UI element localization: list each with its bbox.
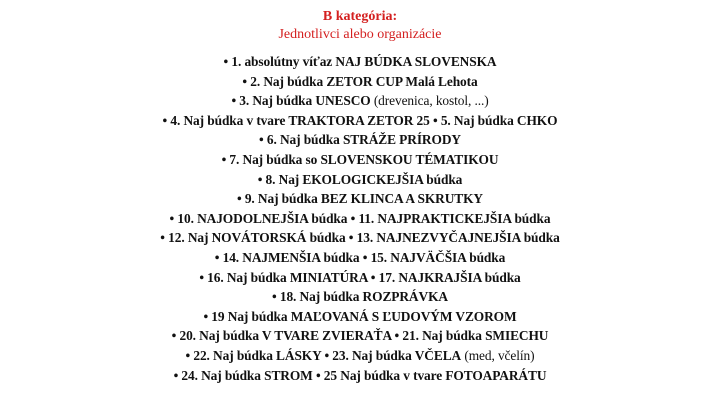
award-text: • 16. Naj búdka MINIATÚRA • 17. NAJKRAJŠIA búdka (199, 269, 521, 285)
award-item (150, 228, 570, 248)
award-item (150, 91, 570, 111)
award-text: • 22. Naj búdka LÁSKY • 23. Naj búdka VČELA (185, 347, 462, 363)
award-text: • 19 Naj búdka MAĽOVANÁ S ĽUDOVÝM VZOROM (203, 308, 517, 324)
award-item (150, 307, 570, 327)
award-item (150, 287, 570, 307)
award-text: • 24. Naj búdka STROM • 25 Naj búdka v tvare FOTOAPARÁTU (173, 367, 547, 383)
award-text: • 9. Naj búdka BEZ KLINCA A SKRUTKY (236, 191, 483, 207)
award-item (150, 72, 570, 92)
award-item (150, 189, 570, 209)
award-note: (med, včelín) (461, 347, 535, 363)
award-text: • 1. absolútny víťaz NAJ BÚDKA SLOVENSKA (223, 54, 497, 69)
award-item (150, 111, 570, 131)
award-text: • 12. Naj NOVÁTORSKÁ búdka • 13. NAJNEZVYČAJNEJŠIA búdka (160, 230, 560, 246)
award-item (150, 209, 570, 229)
award-text: • 20. Naj búdka V TVARE ZVIERAŤA • 21. Naj búdka SMIECHU (171, 328, 549, 344)
category-heading: B kategória: (322, 9, 398, 24)
award-item (150, 150, 570, 170)
award-item (150, 326, 570, 346)
award-note: (drevenica, kostol, ...) (370, 93, 489, 109)
award-item (150, 366, 570, 386)
award-list (150, 52, 570, 385)
award-text: • 14. NAJMENŠIA búdka • 15. NAJVÄČŠIA búdka (214, 249, 506, 265)
award-item (150, 248, 570, 268)
award-item (150, 130, 570, 150)
award-item (150, 346, 570, 366)
award-text: • 18. Naj búdka ROZPRÁVKA (272, 289, 448, 305)
award-text: • 10. NAJODOLNEJŠIA búdka • 11. NAJPRAKTICKEJŠIA búdka (169, 210, 551, 226)
award-text: • 4. Naj búdka v tvare TRAKTORA ZETOR 25 • 5. Naj búdka CHKO (162, 112, 558, 128)
award-text: • 6. Naj búdka STRÁŽE PRÍRODY (259, 132, 461, 148)
award-text: • 7. Naj búdka so SLOVENSKOU TÉMATIKOU (221, 151, 499, 167)
award-text: • 3. Naj búdka UNESCO (231, 93, 371, 109)
award-item (150, 170, 570, 190)
award-item (150, 268, 570, 288)
cut-off-top-line (218, 0, 502, 2)
award-text: • 8. Naj EKOLOGICKEJŠIA búdka (257, 171, 463, 187)
award-text: • 2. Naj búdka ZETOR CUP Malá Lehota (242, 73, 478, 89)
award-item (150, 52, 570, 72)
category-subheading: Jednotlivci alebo organizácie (278, 27, 442, 42)
